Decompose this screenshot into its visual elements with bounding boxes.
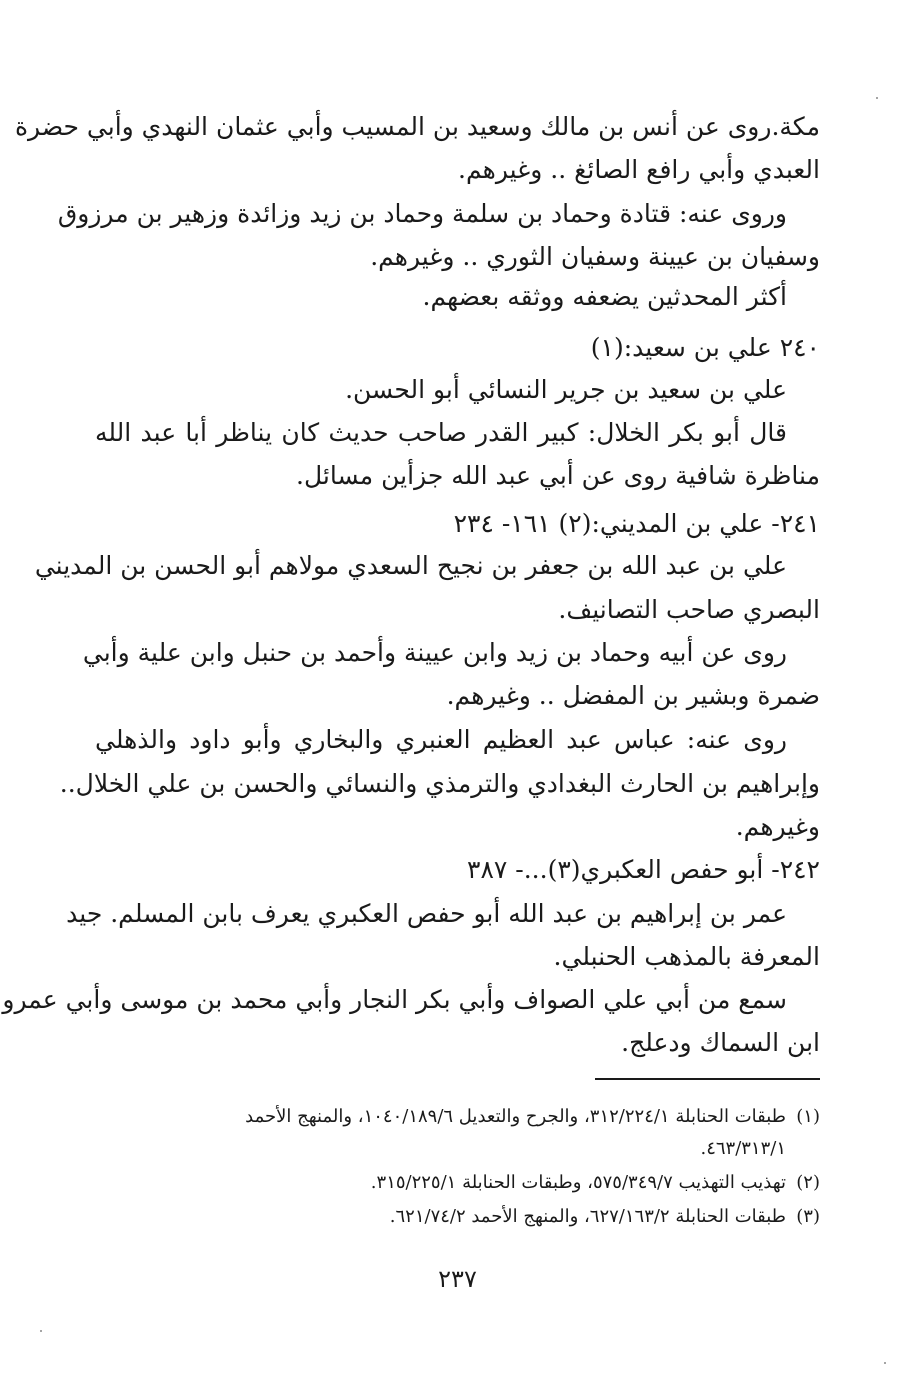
- body-line: قال أبو بكر الخلال: كبير القدر صاحب حديث كان يناظر أبا عبد الله: [95, 418, 787, 447]
- scan-speck: [884, 1362, 886, 1364]
- footnote-text: طبقات الحنابلة ٦٢٧/١٦٣/٢، والمنهج الأحمد ٦٢١/٧٤/٢.: [389, 1206, 786, 1227]
- scan-speck: [40, 1330, 42, 1332]
- body-line: علي بن عبد الله بن جعفر بن نجيح السعدي مولاهم أبو الحسن بن المديني: [34, 551, 787, 580]
- body-line: وسفيان بن عيينة وسفيان الثوري .. وغيرهم.: [370, 242, 820, 271]
- body-line: وإبراهيم بن الحارث البغدادي والترمذي والنسائي والحسن بن علي الخلال..: [59, 769, 820, 798]
- entry-heading: ٢٤١- علي بن المديني:(٢) ١٦١- ٢٣٤: [453, 509, 820, 538]
- footnote-number: (١): [796, 1106, 820, 1127]
- body-line: روى عنه: عباس عبد العظيم العنبري والبخاري وأبو داود والذهلي: [95, 725, 787, 754]
- scan-speck: [876, 97, 878, 99]
- body-line: وروى عنه: قتادة وحماد بن سلمة وحماد بن زيد وزائدة وزهير بن مرزوق: [57, 199, 787, 228]
- footnote: [371, 1168, 820, 1198]
- footnote: [245, 1102, 820, 1132]
- body-line: مناظرة شافية روى عن أبي عبد الله جزأين مسائل.: [296, 461, 820, 490]
- body-line: البصري صاحب التصانيف.: [558, 595, 820, 624]
- body-line: المعرفة بالمذهب الحنبلي.: [553, 942, 820, 971]
- footnote-text: تهذيب التهذيب ٥٧٥/٣٤٩/٧، وطبقات الحنابلة ٣١٥/٢٢٥/١.: [370, 1172, 786, 1193]
- footnote: [390, 1202, 820, 1232]
- body-line: أكثر المحدثين يضعفه ووثقه بعضهم.: [422, 282, 787, 311]
- body-line: علي بن سعيد بن جرير النسائي أبو الحسن.: [345, 375, 787, 404]
- page-number: ٢٣٧: [438, 1265, 477, 1293]
- body-line: وغيرهم.: [735, 812, 820, 841]
- body-line: عمر بن إبراهيم بن عبد الله أبو حفص العكبري يعرف بابن المسلم. جيد: [66, 899, 787, 928]
- body-line: ابن السماك ودعلج.: [621, 1028, 820, 1057]
- body-line: العبدي وأبي رافع الصائغ .. وغيرهم.: [458, 155, 820, 184]
- body-line: مكة.روى عن أنس بن مالك وسعيد بن المسيب وأبي عثمان النهدي وأبي حضرة: [14, 112, 820, 141]
- body-line: روى عن أبيه وحماد بن زيد وابن عيينة وأحمد بن حنبل وابن علية وأبي: [82, 638, 787, 667]
- footnote-separator: [595, 1078, 820, 1080]
- footnote-number: (٣): [796, 1206, 820, 1227]
- entry-heading: ٢٤٠ علي بن سعيد:(١): [590, 333, 820, 362]
- footnote-text: ٤٦٣/٣١٣/١.: [700, 1138, 786, 1159]
- entry-heading: ٢٤٢- أبو حفص العكبري(٣)...- ٣٨٧: [467, 855, 820, 884]
- footnote-text: طبقات الحنابلة ٣١٢/٢٢٤/١، والجرح والتعديل ١٠٤٠/١٨٩/٦، والمنهج الأحمد: [245, 1106, 786, 1127]
- body-line: ضمرة وبشير بن المفضل .. وغيرهم.: [446, 681, 820, 710]
- footnote-continuation: [700, 1134, 786, 1164]
- body-line: سمع من أبي علي الصواف وأبي بكر النجار وأبي محمد بن موسى وأبي عمرو: [2, 985, 787, 1014]
- footnote-number: (٢): [796, 1172, 820, 1193]
